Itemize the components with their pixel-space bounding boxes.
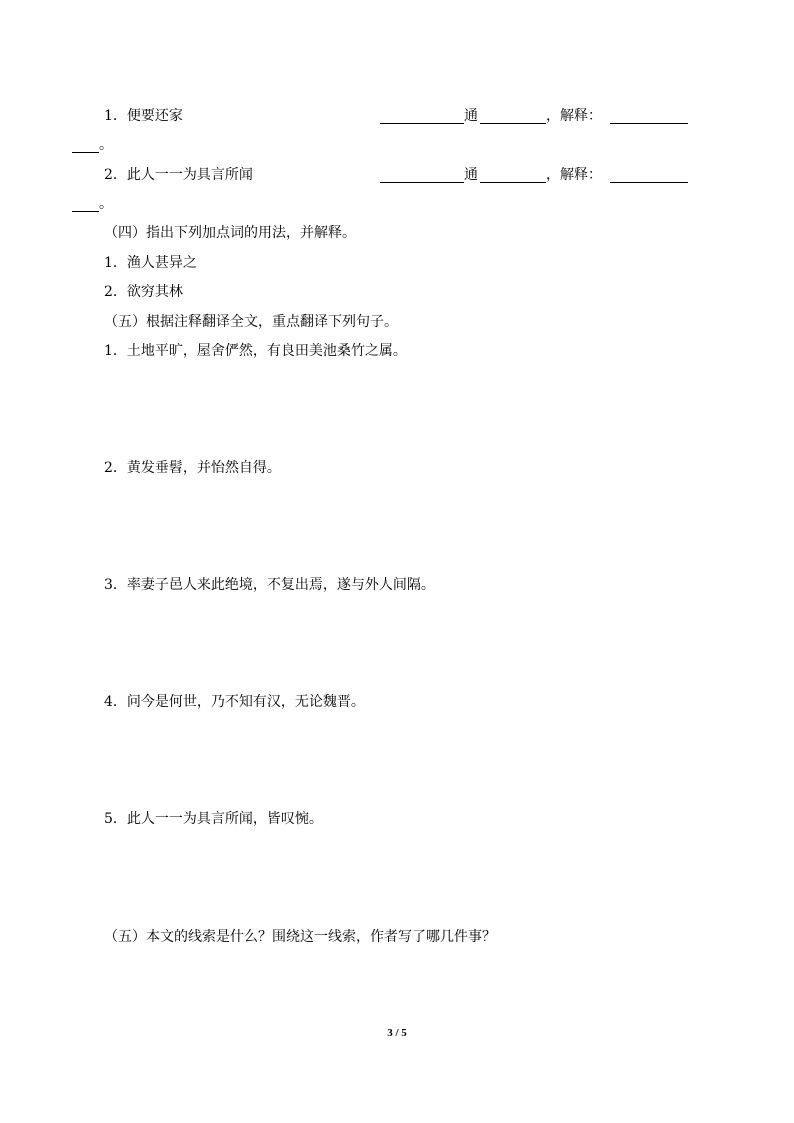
tong-label-1: 通 — [464, 108, 478, 124]
page-number: 3 / 5 — [387, 1027, 407, 1039]
section5-heading: （五）根据注释翻译全文，重点翻译下列句子。 — [104, 314, 398, 330]
period-1: 。 — [99, 137, 113, 153]
translate-item-5: 5．此人一一为具言所闻，皆叹惋。 — [104, 811, 323, 827]
tong-label-2: 通 — [464, 167, 478, 183]
answer-blank-original-2[interactable] — [380, 164, 464, 183]
tongjia-phrase-2: 2．此人一一为具言所闻 — [104, 167, 253, 183]
translate-item-2: 2．黄发垂髫，并怡然自得。 — [104, 460, 281, 476]
answer-blank-explain-1-cont[interactable] — [72, 134, 99, 153]
answer-blank-tong-1[interactable] — [480, 105, 546, 124]
explain-label-1: ，解释： — [546, 108, 602, 124]
translate-item-4: 4．问今是何世，乃不知有汉，无论魏晋。 — [104, 694, 365, 710]
answer-blank-tong-2[interactable] — [480, 164, 546, 183]
period-2: 。 — [99, 196, 113, 212]
answer-blank-explain-2-cont[interactable] — [72, 193, 99, 212]
section6-heading: （五）本文的线索是什么？围绕这一线索，作者写了哪几件事？ — [104, 929, 496, 945]
answer-blank-explain-1[interactable] — [610, 105, 688, 124]
translate-item-1: 1．土地平旷，屋舍俨然，有良田美池桑竹之属。 — [104, 343, 407, 359]
translate-item-3: 3．率妻子邑人来此绝境，不复出焉，遂与外人间隔。 — [104, 577, 435, 593]
answer-blank-explain-2[interactable] — [610, 164, 688, 183]
section4-item-2: 2．欲穷其林 — [104, 284, 183, 300]
section4-heading: （四）指出下列加点词的用法，并解释。 — [104, 225, 356, 241]
explain-label-2: ，解释： — [546, 167, 602, 183]
answer-blank-original-1[interactable] — [380, 105, 464, 124]
section4-item-1: 1．渔人甚异之 — [104, 255, 197, 271]
tongjia-phrase-1: 1．便要还家 — [104, 108, 183, 124]
